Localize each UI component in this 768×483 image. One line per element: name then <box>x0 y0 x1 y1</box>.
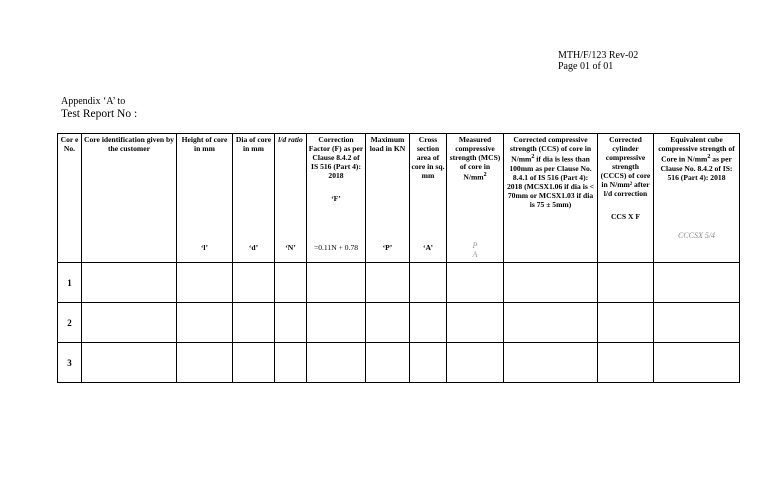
header-ld-ratio: l/d ratio ‘N’ <box>275 134 307 263</box>
cube-strength-cell[interactable] <box>654 343 740 383</box>
ld-ratio-cell[interactable] <box>275 303 307 343</box>
correction-factor-cell[interactable] <box>307 263 366 303</box>
symbol-f: ‘F’ <box>331 194 341 203</box>
core-id-cell[interactable] <box>82 343 177 383</box>
header-row <box>58 134 740 263</box>
header-diameter: Dia of core in mm ‘d’ <box>233 134 275 263</box>
mcs-cell[interactable] <box>447 343 504 383</box>
diameter-cell[interactable] <box>233 303 275 343</box>
core-id-cell[interactable] <box>82 263 177 303</box>
header-corrected-cylinder-strength: Corrected cylinder compressive strength (CCCS) of core in N/mm² after l/d correction CCS X F <box>598 134 654 263</box>
fraction-numerator-p: P <box>472 241 478 250</box>
row-number: 3 <box>58 343 82 383</box>
header-correction-factor: Correction Factor (F) as per Clause 8.4.2 of IS 516 (Part 4): 2018 ‘F’ =0.11N + 0.78 <box>307 134 366 263</box>
symbol-a: ‘A’ <box>423 243 433 252</box>
max-load-cell[interactable] <box>366 263 410 303</box>
mcs-cell[interactable] <box>447 263 504 303</box>
header-measured-strength: Measured compressive strength (MCS) of core in $N/mm^2$ P A <box>447 134 504 263</box>
ld-ratio-cell[interactable] <box>275 263 307 303</box>
ccs-cell[interactable] <box>504 343 598 383</box>
ld-ratio-cell[interactable] <box>275 343 307 383</box>
core-id-cell[interactable] <box>82 303 177 343</box>
mcs-cell[interactable] <box>447 303 504 343</box>
area-cell[interactable] <box>410 343 447 383</box>
height-cell[interactable] <box>177 303 233 343</box>
diameter-cell[interactable] <box>233 343 275 383</box>
symbol-d: ‘d’ <box>248 243 259 252</box>
area-cell[interactable] <box>410 263 447 303</box>
fraction-denominator-a: A <box>472 250 478 259</box>
symbol-n: ‘N’ <box>285 243 296 252</box>
table-row <box>58 343 740 383</box>
header-corrected-strength: Corrected compressive strength (CCS) of core in $N/mm^2$ if dia is less than 100mm as per Clause No. 8.4.1 of IS 516 (Part 4): 2018 (MCSX1.06 if dia is < 70mm or MCSX1.03 if dia is 75 ± 5mm) <box>504 134 598 263</box>
table-row <box>58 263 740 303</box>
area-cell[interactable] <box>410 303 447 343</box>
header-core-identification: Core identification given by the customer <box>82 134 177 263</box>
test-report-number-label: Test Report No : <box>61 108 138 120</box>
cccs-cell[interactable] <box>598 303 654 343</box>
height-cell[interactable] <box>177 263 233 303</box>
row-number: 1 <box>58 263 82 303</box>
ccs-cell[interactable] <box>504 263 598 303</box>
header-core-no: Cor e No. <box>58 134 82 263</box>
cccs-cell[interactable] <box>598 263 654 303</box>
cube-strength-cell[interactable] <box>654 263 740 303</box>
document-code: MTH/F/123 Rev-02 <box>558 50 639 61</box>
correction-formula: =0.11N + 0.78 <box>313 243 359 252</box>
ccs-x-f-formula: CCS X F <box>610 212 641 221</box>
symbol-l: ‘l’ <box>200 243 209 252</box>
header-equivalent-cube-strength: Equivalent cube compressive strength of Core in $N/mm^2$ as per Clause No. 8.4.2 of IS: 516 (Part 4): 2018 CCCSX 5/4 <box>654 134 740 263</box>
height-cell[interactable] <box>177 343 233 383</box>
row-number: 2 <box>58 303 82 343</box>
cccs-cell[interactable] <box>598 343 654 383</box>
document-reference <box>558 50 638 72</box>
ccs-cell[interactable] <box>504 303 598 343</box>
core-test-table <box>57 133 740 383</box>
max-load-cell[interactable] <box>366 343 410 383</box>
table-row <box>58 303 740 343</box>
header-height: Height of core in mm ‘l’ <box>177 134 233 263</box>
cube-formula: CCCSX 5/4 <box>677 231 716 240</box>
correction-factor-cell[interactable] <box>307 343 366 383</box>
diameter-cell[interactable] <box>233 263 275 303</box>
appendix-label: Appendix ‘A’ to <box>61 96 126 107</box>
header-maximum-load: Maximum load in KN ‘P’ <box>366 134 410 263</box>
symbol-p: ‘P’ <box>382 243 393 252</box>
correction-factor-cell[interactable] <box>307 303 366 343</box>
max-load-cell[interactable] <box>366 303 410 343</box>
page-number: Page 01 of 01 <box>558 61 614 72</box>
cube-strength-cell[interactable] <box>654 303 740 343</box>
header-cross-section-area: Cross section area of core in sq. mm ‘A’ <box>410 134 447 263</box>
